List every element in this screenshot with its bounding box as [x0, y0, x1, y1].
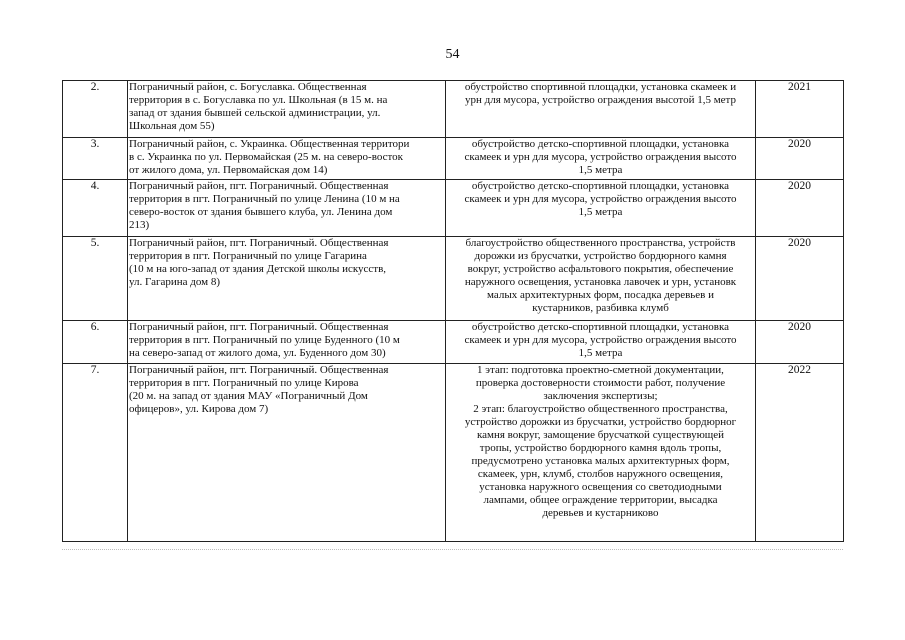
works-cell [446, 81, 756, 138]
location-line: в с. Украинка по ул. Первомайская (25 м. на северо-восток [129, 151, 403, 163]
year-cell: 2020 [756, 321, 844, 364]
works-line: проверка достоверности стоимости работ, получение [475, 377, 726, 389]
works-line: 1,5 метра [578, 347, 623, 359]
table-row [63, 138, 844, 180]
location-line: ул. Гагарина дом 8) [129, 276, 221, 288]
row-number: 5. [63, 237, 128, 321]
year-cell: 2020 [756, 180, 844, 237]
table-row [63, 180, 844, 237]
row-number: 2. [63, 81, 128, 138]
works-line: благоустройство общественного пространства, устройств [465, 237, 736, 249]
row-number: 3. [63, 138, 128, 180]
location-line: запад от здания бывшей сельской администрации, ул. [129, 107, 381, 119]
works-line: установка наружного освещения со светодиодными [479, 481, 722, 493]
location-cell [128, 180, 446, 237]
location-line: на северо-запад от жилого дома, ул. Буденного дом 30) [129, 347, 386, 359]
location-line: территория в пгт. Пограничный по улице Ленина (10 м на [129, 193, 400, 205]
works-line: обустройство детско-спортивной площадки, установка [471, 138, 730, 150]
works-line: наружного освещения, установка лавочек и урн, установк [464, 276, 737, 288]
scan-artifact-line [62, 549, 843, 551]
table-row [63, 321, 844, 364]
table-row [63, 364, 844, 542]
works-line: 1,5 метра [578, 164, 623, 176]
works-line: тропы, устройство бордюрного камня вдоль тропы, [479, 442, 722, 454]
location-line: Школьная дом 55) [129, 120, 215, 132]
location-line: (10 м на юго-запад от здания Детской школы искусств, [129, 263, 387, 275]
works-line: предусмотрено установка малых архитектурных форм, [471, 455, 730, 467]
location-line: Пограничный район, пгт. Пограничный. Общественная [129, 237, 389, 249]
works-line: лампами, общее ограждение территории, высадка [483, 494, 718, 506]
location-line: территория в пгт. Пограничный по улице Гагарина [129, 250, 367, 262]
works-line: скамеек и урн для мусора, устройство ограждения высото [464, 151, 737, 163]
year-cell: 2022 [756, 364, 844, 542]
location-line: (20 м. на запад от здания МАУ «Пограничный Дом [129, 390, 368, 402]
location-line: Пограничный район, пгт. Пограничный. Общественная [129, 180, 389, 192]
works-line: вокруг, устройство асфальтового покрытия, обеспечение [467, 263, 734, 275]
works-line: кустарников, разбивка клумб [532, 302, 669, 314]
location-line: от жилого дома, ул. Первомайская дом 14) [129, 164, 328, 176]
table-row [63, 81, 844, 138]
works-line: обустройство детско-спортивной площадки, установка [471, 321, 730, 333]
works-line: скамеек и урн для мусора, устройство ограждения высото [464, 334, 737, 346]
works-line: 2 этап: благоустройство общественного пространства, [473, 403, 728, 415]
works-line: заключения экспертизы; [543, 390, 658, 402]
location-cell [128, 321, 446, 364]
works-line: обустройство детско-спортивной площадки, установка [471, 180, 730, 192]
location-line: территория в пгт. Пограничный по улице Буденного (10 м [129, 334, 400, 346]
row-number: 4. [63, 180, 128, 237]
works-line: скамеек, урн, клумб, столбов наружного освещения, [477, 468, 724, 480]
location-line: территория в с. Богуславка по ул. Школьная (в 15 м. на [129, 94, 388, 106]
projects-table [62, 80, 844, 542]
location-cell [128, 237, 446, 321]
row-number: 7. [63, 364, 128, 542]
location-line: Пограничный район, с. Богуславка. Общественная [129, 81, 367, 93]
location-cell [128, 364, 446, 542]
works-cell [446, 180, 756, 237]
works-cell [446, 237, 756, 321]
location-line: северо-восток от здания бывшего клуба, ул. Ленина дом [129, 206, 393, 218]
year-cell: 2020 [756, 237, 844, 321]
works-line: малых архитектурных форм, посадка деревьев и [486, 289, 714, 301]
works-line: скамеек и урн для мусора, устройство ограждения высото [464, 193, 737, 205]
works-cell [446, 138, 756, 180]
works-line: деревьев и кустарниково [542, 507, 659, 519]
works-cell [446, 321, 756, 364]
row-number: 6. [63, 321, 128, 364]
year-cell: 2021 [756, 81, 844, 138]
works-line: урн для мусора, устройство ограждения высотой 1,5 метр [465, 94, 736, 106]
table-row [63, 237, 844, 321]
location-cell [128, 138, 446, 180]
works-line: 1,5 метра [578, 206, 623, 218]
works-line: 1 этап: подготовка проектно-сметной документации, [477, 364, 724, 376]
works-line: камня вокруг, замощение брусчаткой существующей [476, 429, 725, 441]
location-line: 213) [129, 219, 150, 231]
works-cell [446, 364, 756, 542]
location-line: Пограничный район, пгт. Пограничный. Общественная [129, 321, 389, 333]
location-line: Пограничный район, с. Украинка. Общественная территори [129, 138, 410, 150]
location-line: офицеров», ул. Кирова дом 7) [129, 403, 269, 415]
table-body [63, 81, 844, 542]
year-cell: 2020 [756, 138, 844, 180]
works-line: дорожки из брусчатки, устройство бордюрного камня [474, 250, 727, 262]
works-line: обустройство спортивной площадки, установка скамеек и [464, 81, 737, 93]
location-line: территория в пгт. Пограничный по улице Кирова [129, 377, 359, 389]
location-line: Пограничный район, пгт. Пограничный. Общественная [129, 364, 389, 376]
location-cell [128, 81, 446, 138]
works-line: устройство дорожки из брусчатки, устройство бордюрног [464, 416, 737, 428]
page-number: 54 [445, 47, 460, 62]
